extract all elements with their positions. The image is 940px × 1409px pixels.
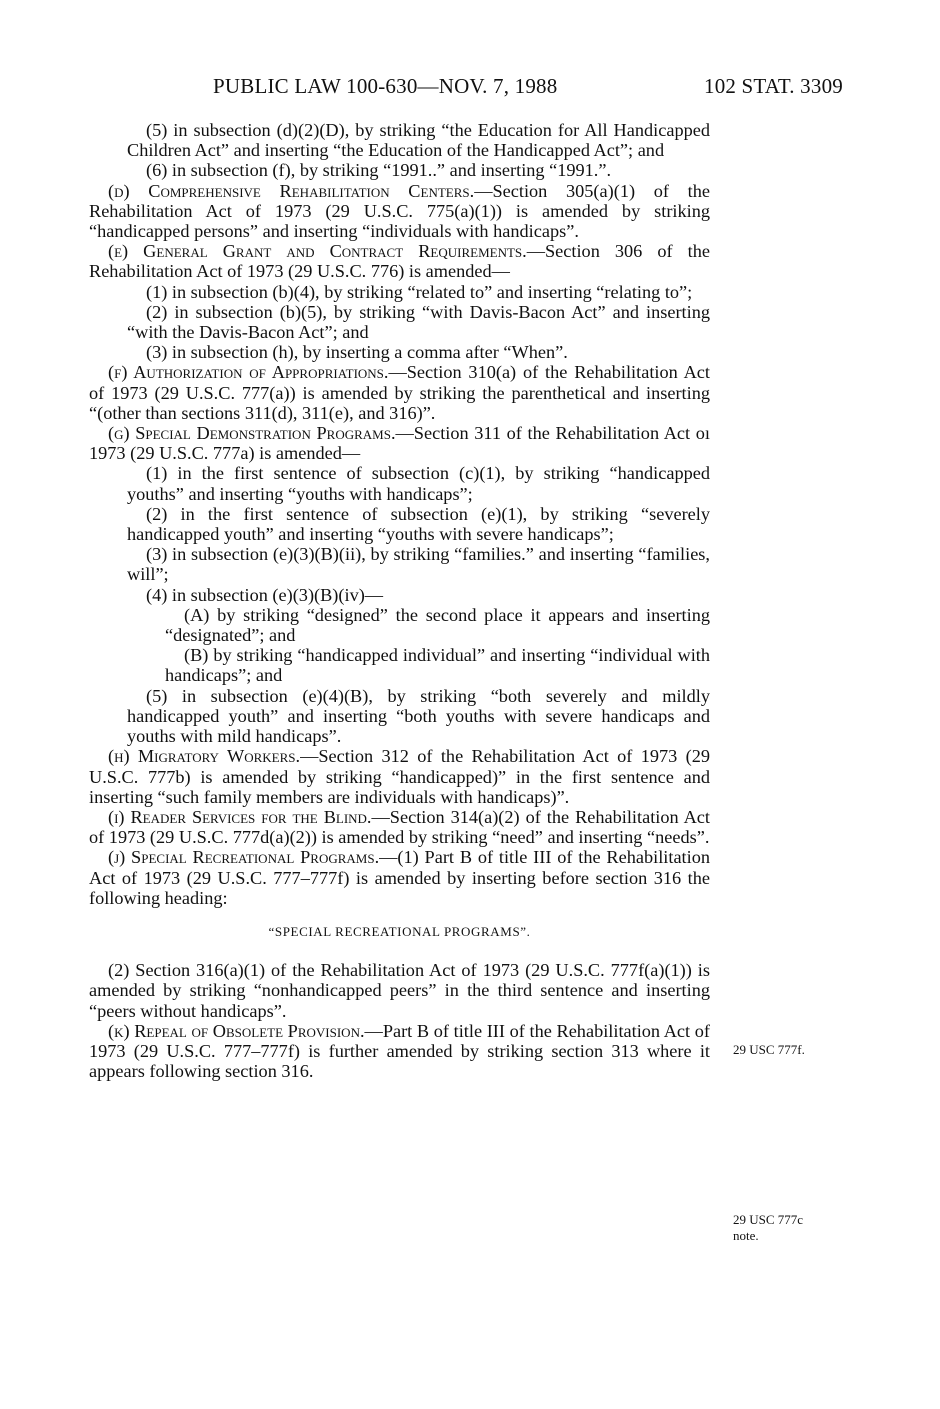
subsection-g-heading: (g) Special Demonstration Programs. (108, 423, 396, 444)
subsection-h-text: —Section 312 of the Rehabilitation Act of 1973 (29 U.S.C. 777b) is amended by striking “handicapped)” in the first sentence and inserting “such family members are individuals with handicaps)”. (89, 746, 710, 807)
margin-note-777c-line1: 29 USC 777c (733, 1212, 804, 1227)
subsection-h-heading: (h) Migratory Workers. (108, 746, 301, 767)
law-title: PUBLIC LAW 100-630—NOV. 7, 1988 (213, 74, 558, 98)
subsection-j (89, 847, 710, 908)
subsection-d-heading: (d) Comprehensive Rehabilitation Centers. (108, 180, 475, 201)
subsection-e-heading: (e) General Grant and Contract Requirements. (108, 241, 527, 262)
subsection-e-text: —Section 306 of the Rehabilitation Act of 1973 (29 U.S.C. 776) is amended— (89, 241, 711, 282)
subsection-j-text: —(1) Part B of title III of the Rehabilitation Act of 1973 (29 U.S.C. 777–777f) is amended by inserting before section 316 the following heading: (89, 847, 710, 908)
margin-note-777c (733, 1212, 803, 1244)
subsection-k-text: —Part B of title III of the Rehabilitation Act of 1973 (29 U.S.C. 777–777f) is further amended by striking section 313 where it appears following section 316. (89, 1020, 710, 1082)
subsection-f (89, 362, 710, 423)
subsection-j-heading: (j) Special Recreational Programs. (108, 847, 380, 868)
subsection-f-heading: (f) Authorization of Appropriations. (108, 362, 389, 383)
statute-page-number: 102 STAT. 3309 (704, 74, 843, 98)
subsection-k-heading: (k) Repeal of Obsolete Provision. (108, 1020, 365, 1041)
subsection-g-1: (1) in the first sentence of subsection (c)(1), by striking “handicapped youths” and inserting “youths with handicaps”; (127, 463, 710, 504)
subsection-k (89, 1021, 710, 1082)
subsection-e-1: (1) in subsection (b)(4), by striking “related to” and inserting “relating to”; (146, 281, 693, 302)
inserted-heading: “SPECIAL RECREATIONAL PROGRAMS”. (268, 923, 531, 939)
subsection-d-text: —Section 305(a)(1) of the Rehabilitation Act of 1973 (29 U.S.C. 775(a)(1)) is amended by striking “handicapped persons” and inserting “individuals with handicaps”. (89, 180, 710, 242)
margin-note-777c-line2: note. (733, 1228, 759, 1243)
paragraph-6: (6) in subsection (f), by striking “1991..” and inserting “1991.”. (146, 160, 612, 181)
subsection-g-2: (2) in the first sentence of subsection (e)(1), by striking “severely handicapped youth” and inserting “youths with severe handicaps”; (127, 503, 710, 545)
subsection-j-2: (2) Section 316(a)(1) of the Rehabilitation Act of 1973 (29 U.S.C. 777f(a)(1)) is amended by striking “nonhandicapped peers” in the third sentence and inserting “peers without handicaps”. (89, 960, 710, 1021)
paragraph-5: (5) in subsection (d)(2)(D), by striking “the Education for All Handicapped Children Act” and inserting “the Education of the Handicapped Act”; and (127, 120, 710, 161)
subsection-f-text: —Section 310(a) of the Rehabilitation Act of 1973 (29 U.S.C. 777(a)) is amended by striking the parenthetical and inserting “(other than sections 311(d), 311(e), and 316)”. (89, 362, 710, 423)
subsection-g-4-b: (B) by striking “handicapped individual” and inserting “individual with handicaps”; and (165, 645, 710, 686)
page-header (0, 70, 940, 104)
subsection-g-3: (3) in subsection (e)(3)(B)(ii), by striking “families.” and inserting “families, will”; (127, 544, 710, 585)
subsection-g-text: —Section 311 of the Rehabilitation Act oı 1973 (29 U.S.C. 777a) is amended— (89, 423, 710, 464)
subsection-g-4-a: (A) by striking “designed” the second place it appears and inserting “designated”; and (165, 604, 710, 646)
subsection-i-heading: (i) Reader Services for the Blind. (108, 806, 372, 827)
margin-note-777f: 29 USC 777f. (733, 1042, 805, 1057)
subsection-d (89, 181, 710, 242)
subsection-e-3: (3) in subsection (h), by inserting a comma after “When”. (146, 342, 568, 363)
subsection-g (89, 423, 710, 463)
subsection-i (89, 807, 710, 847)
subsection-e (89, 241, 710, 281)
subsection-g-5: (5) in subsection (e)(4)(B), by striking “both severely and mildly handicapped youth” and inserting “both youths with severe handicaps and youths with mild handicaps”. (127, 685, 710, 747)
subsection-i-text: —Section 314(a)(2) of the Rehabilitation Act of 1973 (29 U.S.C. 777d(a)(2)) is amended by striking “need” and inserting “needs”. (89, 806, 710, 848)
subsection-e-2: (2) in subsection (b)(5), by striking “with Davis-Bacon Act” and inserting “with the Davis-Bacon Act”; and (127, 301, 710, 343)
subsection-h (89, 746, 710, 807)
subsection-g-4: (4) in subsection (e)(3)(B)(iv)— (146, 584, 384, 605)
document-body (89, 120, 710, 1081)
